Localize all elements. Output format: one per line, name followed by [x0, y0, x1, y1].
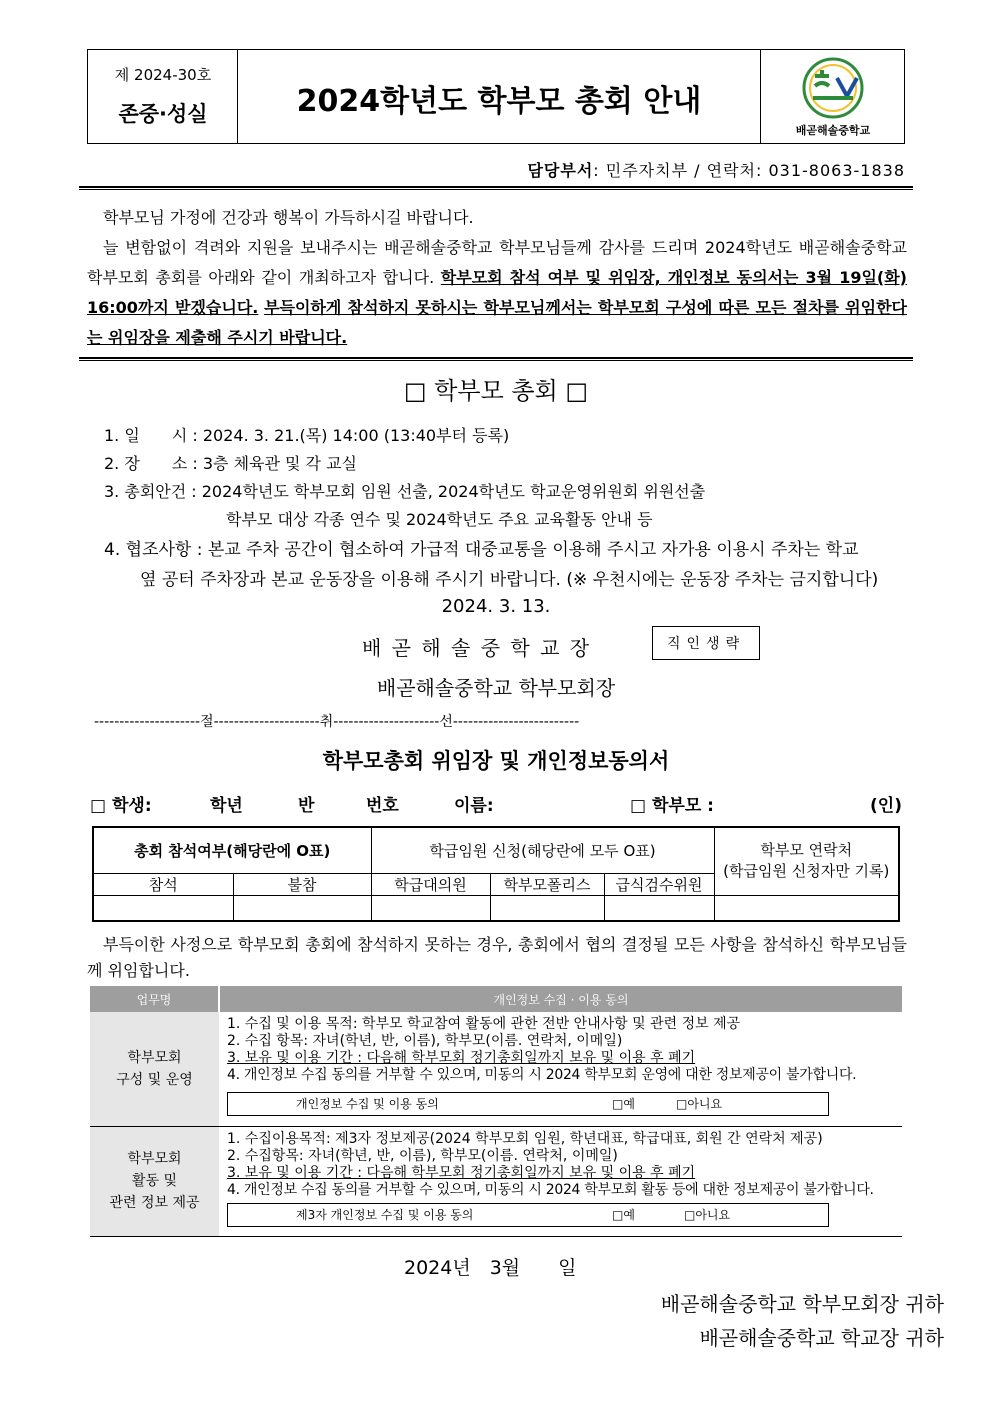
school-logo-icon [799, 56, 867, 120]
deadline-notice: 학부모회 참석 여부 및 위임장, 개인정보 동의서는 3월 19일(화) 16:00까지 받겠습니다. [87, 268, 907, 317]
item-agenda-cont: 학부모 대상 각종 연수 및 2024학년도 주요 교육활동 안내 등 [226, 510, 653, 529]
seal-mark: (인) [870, 796, 902, 816]
doc-info-cell [88, 50, 238, 143]
consent-box-activity: 제3자 개인정보 수집 및 이용 동의 □예 □아니요 [227, 1203, 829, 1227]
meal-inspector-cell[interactable] [604, 895, 714, 921]
consent-content-operation: 1. 수집 및 이용 목적: 학부모 학교참여 활동에 관한 전반 안내사항 및 관련 정보 제공 2. 수집 항목: 자녀(학년, 반, 이름), 학부모(이름. 연락처, 이메일) 3. 보유 및 이용 기간 : 다음해 학부모회 정기총회일까지 보유 및 이용 후 폐기 4. 개인정보 수집 동의를 거부할 수 있으며, 미동의 시 2024 학부모회 운영에 대한 정보제공이 불가합니다. 개인정보 수집 및 이용 동의 □예 □아니요 [219, 1012, 902, 1126]
contact-header: 학부모 연락처 (학급임원 신청자만 기록) [714, 827, 899, 895]
privacy-consent-table [90, 986, 902, 1237]
intro-greeting: 학부모님 가정에 건강과 행복이 가득하시길 바랍니다. [103, 208, 474, 227]
parent-police-col: 학부모폴리스 [490, 873, 604, 895]
principal-name: 배 곧 해 솔 중 학 교 장 [362, 636, 592, 660]
class-rep-cell[interactable] [371, 895, 490, 921]
row-label-operation: 학부모회 구성 및 운영 [90, 1012, 219, 1126]
attend-cell[interactable] [93, 895, 233, 921]
meal-inspector-col: 급식검수위원 [604, 873, 714, 895]
item-datetime: 1. 일 시 : 2024. 3. 21.(목) 14:00 (13:40부터 등록) [104, 426, 510, 445]
contact-cell[interactable] [714, 895, 899, 921]
dept-name: 민주자치부 [605, 161, 689, 180]
parent-checkbox-label[interactable]: □ 학부모 : [630, 796, 714, 816]
school-motto: 존중·성실 [118, 102, 208, 126]
item-agenda: 3. 총회안건 : 2024학년도 학부모회 임원 선출, 2024학년도 학교운영위원회 위원선출 [104, 482, 706, 501]
consent-box-operation: 개인정보 수집 및 이용 동의 □예 □아니요 [227, 1092, 829, 1116]
dept-label: 담당부서 [527, 161, 594, 180]
sign-date: 2024년 3월 일 [404, 1257, 577, 1279]
absent-cell[interactable] [233, 895, 371, 921]
parent-police-cell[interactable] [490, 895, 604, 921]
divider-top [79, 186, 913, 190]
section-title: □ 학부모 총회 □ [403, 377, 589, 405]
number-label: 번호 [366, 796, 399, 816]
consent-yes-activity[interactable]: □예 [612, 1207, 635, 1222]
name-label: 이름: [454, 796, 494, 816]
consent-header: 개인정보 수집 · 이용 동의 [219, 986, 902, 1012]
attend-col: 참석 [93, 873, 233, 895]
contact-line: 담당부서: 민주자치부 / 연락처: 031-8063-1838 [527, 161, 905, 180]
logo-school-name: 배곧해솔중학교 [795, 124, 871, 137]
consent-no-activity[interactable]: □아니요 [684, 1207, 731, 1222]
consent-yes-operation[interactable]: □예 [612, 1097, 635, 1111]
intro-body: 늘 변함없이 격려와 지원을 보내주시는 배곧해솔중학교 학부모님들께 감사를 드리며 2024학년도 배곧해솔중학교 학부모회 총회를 아래와 같이 개최하고자 합니다. 학부모회 참석 여부 및 위임장, 개인정보 동의서는 3월 19일(화) 16:00까지 받겠습니다. 부득이하게 참석하지 못하시는 학부모님께서는 학부모회 구성에 따른 모든 절차를 위임한다는 위임장을 제출해 주시기 바랍니다. [87, 238, 908, 347]
item-cooperation: 4. 협조사항 : 본교 주차 공간이 협소하여 가급적 대중교통을 이용해 주시고 자가용 이용시 주차는 학교 [104, 540, 859, 560]
page-title: 2024학년도 학부모 총회 안내 [296, 84, 702, 119]
consent-content-activity: 1. 수집이용목적: 제3자 정보제공(2024 학부모회 임원, 학년대표, 학급대표, 회원 간 연락처 제공) 2. 수집항목: 자녀(학년, 반, 이름), 학부모(이름. 연락처, 이메일) 3. 보유 및 이용 기간 : 다음해 학부모회 정기총회일까지 보유 및 이용 후 폐기 4. 개인정보 수집 동의를 거부할 수 있으며, 미동의 시 2024 학부모회 활동 등에 대한 정보제공이 불가합니다. 제3자 개인정보 수집 및 이용 동의 □예 □아니요 [219, 1126, 902, 1236]
item-place: 2. 장 소 : 3층 체육관 및 각 교실 [104, 454, 358, 473]
attendance-table [92, 826, 900, 922]
addressee-principal: 배곧해솔중학교 학교장 귀하 [699, 1326, 944, 1350]
attendance-header: 총회 참석여부(해당란에 O표) [93, 827, 371, 873]
officer-header: 학급임원 신청(해당란에 모두 O표) [371, 827, 714, 873]
class-label: 반 [298, 796, 315, 816]
delegation-text: 부득이한 사정으로 학부모회 총회에 참석하지 못하는 경우, 총회에서 협의 결정될 모든 사항을 참석하신 학부모님들께 위임합니다. [87, 935, 907, 980]
intro-paragraph [87, 203, 907, 353]
form-title: 학부모총회 위임장 및 개인정보동의서 [322, 749, 670, 773]
addressee-pta: 배곧해솔중학교 학부모회장 귀하 [660, 1292, 944, 1316]
row-label-activity: 학부모회 활동 및 관련 정보 제공 [90, 1126, 219, 1236]
seal-omitted: 직인생략 [652, 626, 760, 660]
task-name-header: 업무명 [90, 986, 219, 1012]
doc-number: 제 2024-30호 [114, 66, 212, 84]
delegation-notice: 부득이하게 참석하지 못하시는 학부모님께서는 학부모회 구성에 따른 모든 절차를 위임한다는 위임장을 제출해 주시기 바랍니다. [87, 298, 908, 347]
notice-date: 2024. 3. 13. [441, 596, 551, 617]
grade-label: 학년 [210, 796, 243, 816]
divider-mid [79, 357, 913, 361]
absent-col: 불참 [233, 873, 371, 895]
student-info-line [90, 791, 902, 817]
cut-line: ---------------------절---------------------취---------------------선------------------------- [94, 714, 580, 730]
student-checkbox-label[interactable]: □ 학생: [90, 796, 152, 816]
header-box [87, 49, 905, 144]
item-cooperation-cont: 옆 공터 주차장과 본교 운동장을 이용해 주시기 바랍니다. (※ 우천시에는 운동장 주차는 금지합니다) [140, 570, 879, 590]
pta-head-name: 배곧해솔중학교 학부모회장 [376, 676, 616, 700]
phone-number: 031-8063-1838 [768, 161, 905, 180]
phone-label: 연락처 [706, 161, 756, 180]
logo-cell [760, 50, 904, 143]
class-rep-col: 학급대의원 [371, 873, 490, 895]
consent-no-operation[interactable]: □아니요 [676, 1097, 723, 1111]
